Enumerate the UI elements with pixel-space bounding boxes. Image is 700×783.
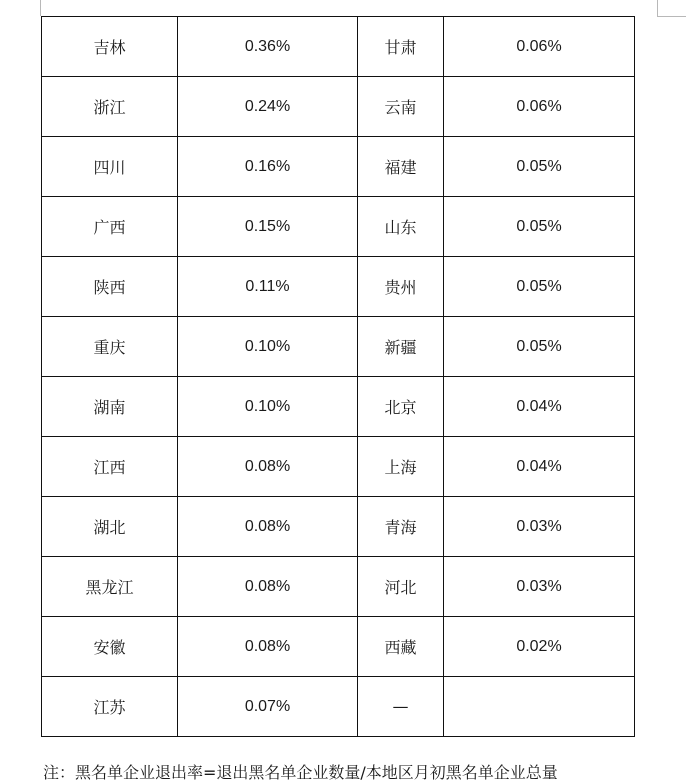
table-row [42,17,635,77]
region-cell-right: 山东 [358,197,444,257]
region-cell-left: 江西 [42,437,178,497]
rate-cell-right: 0.06% [444,17,635,77]
table-row [42,497,635,557]
region-cell-right: 青海 [358,497,444,557]
rate-cell-left: 0.07% [178,677,358,737]
region-cell-left: 湖北 [42,497,178,557]
rate-cell-left: 0.08% [178,617,358,677]
region-cell-right: — [358,677,444,737]
table-row [42,677,635,737]
rate-cell-left: 0.10% [178,317,358,377]
rate-cell-right: 0.06% [444,77,635,137]
table-row [42,437,635,497]
region-cell-left: 浙江 [42,77,178,137]
table-row [42,137,635,197]
rate-cell-right: 0.03% [444,497,635,557]
rate-cell-right: 0.05% [444,257,635,317]
table-row [42,317,635,377]
rate-cell-left: 0.08% [178,557,358,617]
rate-cell-right [444,677,635,737]
rate-cell-left: 0.24% [178,77,358,137]
table-row [42,377,635,437]
rate-cell-right: 0.05% [444,197,635,257]
exit-rate-table-body [42,17,635,737]
table-row [42,197,635,257]
table-row [42,617,635,677]
region-cell-right: 河北 [358,557,444,617]
exit-rate-table [41,16,635,737]
rate-cell-left: 0.10% [178,377,358,437]
rate-cell-right: 0.05% [444,317,635,377]
region-cell-right: 甘肃 [358,17,444,77]
rate-cell-right: 0.02% [444,617,635,677]
rate-cell-left: 0.36% [178,17,358,77]
page-corner-mark-right [657,0,686,17]
region-cell-right: 新疆 [358,317,444,377]
region-cell-left: 江苏 [42,677,178,737]
rate-cell-right: 0.03% [444,557,635,617]
rate-cell-right: 0.05% [444,137,635,197]
region-cell-left: 吉林 [42,17,178,77]
rate-cell-right: 0.04% [444,437,635,497]
page-corner-mark-left [40,0,42,16]
region-cell-left: 四川 [42,137,178,197]
region-cell-left: 广西 [42,197,178,257]
region-cell-left: 安徽 [42,617,178,677]
table-row [42,557,635,617]
rate-cell-left: 0.08% [178,437,358,497]
region-cell-right: 贵州 [358,257,444,317]
region-cell-left: 湖南 [42,377,178,437]
region-cell-right: 上海 [358,437,444,497]
region-cell-left: 重庆 [42,317,178,377]
region-cell-left: 黑龙江 [42,557,178,617]
region-cell-right: 云南 [358,77,444,137]
region-cell-right: 福建 [358,137,444,197]
rate-cell-left: 0.15% [178,197,358,257]
table-note: 注：黑名单企业退出率=退出黑名单企业数量/本地区月初黑名单企业总量 [43,763,558,782]
region-cell-right: 西藏 [358,617,444,677]
table-row [42,257,635,317]
rate-cell-left: 0.08% [178,497,358,557]
region-cell-right: 北京 [358,377,444,437]
region-cell-left: 陕西 [42,257,178,317]
table-row [42,77,635,137]
rate-cell-left: 0.16% [178,137,358,197]
rate-cell-right: 0.04% [444,377,635,437]
rate-cell-left: 0.11% [178,257,358,317]
